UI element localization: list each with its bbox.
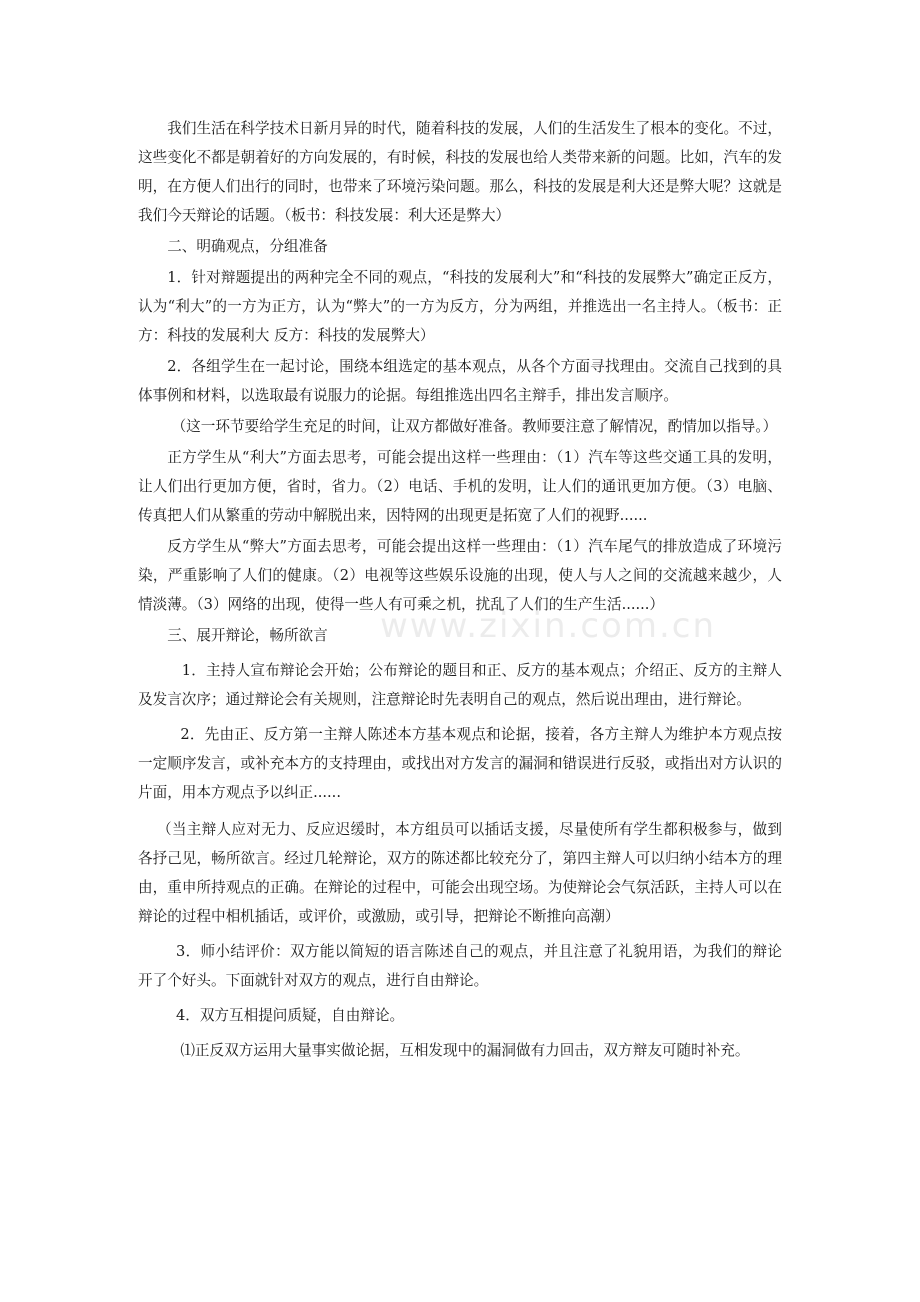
- section-heading-3: 三、展开辩论，畅所欲言: [167, 627, 328, 644]
- debate-step-1-paragraph: 1．主持人宣布辩论会开始；公布辩论的题目和正、反方的基本观点；介绍正、反方的主辩人及发言次序；通过辩论会有关规则，注意辩论时先表明自己的观点，然后说出理由，进行辩论。: [138, 662, 782, 708]
- watermark: www.zixin.com.cn: [380, 606, 716, 646]
- free-debate-heading: 4．双方互相提问质疑，自由辩论。: [175, 1007, 405, 1024]
- section-heading-2: 二、明确观点，分组准备: [167, 238, 328, 255]
- free-debate-item-1: ⑴正反双方运用大量事实做论据，互相发现中的漏洞做有力回击，双方辩友可随时补充。: [180, 1042, 750, 1059]
- support-note-paragraph: （当主辩人应对无力、反应迟缓时，本方组员可以插话支援，尽量使所有学生都积极参与，做到各抒己见，畅所欲言。经过几轮辩论，双方的陈述都比较充分了，第四主辩人可以归纳小结本方的理由，重申所持观点的正确。在辩论的过程中，可能会出现空场。为使辩论会气氛活跃，主持人可以在辩论的过程中相机插话，或评价，或激励，或引导，把辩论不断推向高潮）: [138, 821, 782, 925]
- teacher-note-paragraph: （这一环节要给学生充足的时间，让双方都做好准备。教师要注意了解情况，酌情加以指导。）: [171, 418, 778, 435]
- pro-side-paragraph: 正方学生从“利大”方面去思考，可能会提出这样一些理由：（1）汽车等这些交通工具的发明，让人们出行更加方便，省时，省力。（2）电话、手机的发明，让人们的通讯更加方便。（3）电脑、传真把人们从繁重的劳动中解脱出来，因特网的出现更是拓宽了人们的视野......: [138, 449, 782, 524]
- step-1-paragraph: 1．针对辩题提出的两种完全不同的观点，“科技的发展利大”和“科技的发展弊大”确定正反方，认为“利大”的一方为正方，认为“弊大”的一方为反方，分为两组，并推选出一名主持人。（板书：正方：科技的发展利大 反方：科技的发展弊大）: [138, 269, 783, 344]
- teacher-summary-paragraph: 3．师小结评价：双方能以简短的语言陈述自己的观点，并且注意了礼貌用语，为我们的辩论开了个好头。下面就针对双方的观点，进行自由辩论。: [138, 943, 782, 989]
- intro-paragraph: 我们生活在科学技术日新月异的时代，随着科技的发展，人们的生活发生了根本的变化。不过，这些变化不都是朝着好的方向发展的，有时候，科技的发展也给人类带来新的问题。比如，汽车的发明，在方便人们出行的同时，也带来了环境污染问题。那么，科技的发展是利大还是弊大呢？这就是我们今天辩论的话题。（板书：科技发展：利大还是弊大）: [138, 120, 782, 224]
- document-body: [138, 114, 782, 1067]
- con-side-paragraph: 反方学生从“弊大”方面去思考，可能会提出这样一些理由：（1）汽车尾气的排放造成了环境污染，严重影响了人们的健康。（2）电视等这些娱乐设施的出现，使人与人之间的交流越来越少，人情淡薄。（3）网络的出现，使得一些人有可乘之机，扰乱了人们的生产生活......）: [138, 538, 782, 613]
- step-2-paragraph: 2．各组学生在一起讨论，围绕本组选定的基本观点，从各个方面寻找理由。交流自己找到的具体事例和材料，以选取最有说服力的论据。每组推选出四名主辩手，排出发言顺序。: [138, 358, 782, 404]
- debate-step-2-paragraph: 2．先由正、反方第一主辩人陈述本方基本观点和论据，接着，各方主辩人为维护本方观点按一定顺序发言，或补充本方的支持理由，或找出对方发言的漏洞和错误进行反驳，或指出对方认识的片面，用本方观点予以纠正......: [138, 726, 782, 801]
